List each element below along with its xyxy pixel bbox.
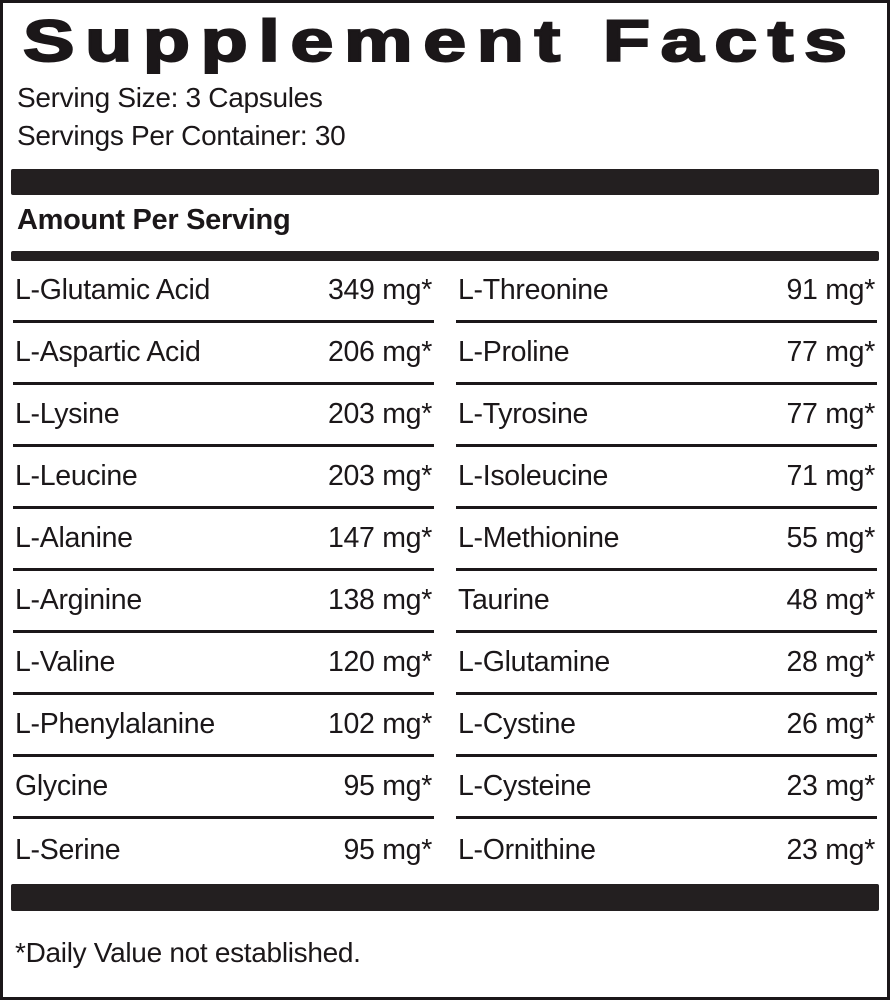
ingredient-amount: 77 mg* — [786, 398, 875, 430]
table-row — [456, 447, 877, 509]
ingredient-amount: 28 mg* — [786, 646, 875, 678]
ingredient-name: L-Isoleucine — [458, 460, 609, 492]
ingredient-amount: 23 mg* — [786, 833, 875, 866]
table-row — [13, 819, 434, 881]
serving-size-text: Serving Size: 3 Capsules — [17, 82, 323, 113]
ingredient-name: L-Ornithine — [458, 833, 596, 866]
ingredient-amount: 26 mg* — [786, 708, 875, 740]
ingredient-name: L-Cystine — [458, 708, 576, 740]
table-row — [13, 695, 434, 757]
table-row — [456, 633, 877, 695]
ingredient-name: Taurine — [458, 584, 550, 616]
ingredient-table — [11, 261, 879, 881]
ingredient-amount: 95 mg* — [343, 770, 432, 802]
ingredient-name: L-Serine — [15, 833, 121, 866]
table-row — [456, 819, 877, 881]
ingredient-amount: 91 mg* — [786, 274, 875, 306]
table-row — [456, 323, 877, 385]
servings-per-container-text: Servings Per Container: 30 — [17, 120, 346, 151]
amount-per-serving-heading: Amount Per Serving — [17, 204, 291, 236]
ingredient-name: L-Aspartic Acid — [15, 336, 201, 368]
ingredient-name: L-Leucine — [15, 460, 138, 492]
ingredient-amount: 55 mg* — [786, 522, 875, 554]
ingredient-column-right — [456, 261, 877, 881]
ingredient-name: L-Glutamic Acid — [15, 274, 211, 306]
ingredient-name: L-Tyrosine — [458, 398, 589, 430]
ingredient-amount: 349 mg* — [327, 274, 432, 306]
ingredient-name: L-Alanine — [15, 522, 133, 554]
table-row — [13, 571, 434, 633]
table-row — [456, 695, 877, 757]
ingredient-column-left — [13, 261, 434, 881]
table-row — [456, 757, 877, 819]
ingredient-amount: 203 mg* — [327, 460, 432, 492]
daily-value-footnote: *Daily Value not established. — [15, 937, 361, 968]
table-row — [456, 571, 877, 633]
panel-title: Supplement Facts — [23, 9, 858, 74]
ingredient-name: L-Arginine — [15, 584, 142, 616]
ingredient-name: L-Proline — [458, 336, 570, 368]
ingredient-amount: 48 mg* — [786, 584, 875, 616]
divider-bar-thick-top — [11, 169, 879, 195]
divider-bar-thick-bottom — [11, 884, 879, 911]
ingredient-name: L-Valine — [15, 646, 116, 678]
ingredient-amount: 102 mg* — [327, 708, 432, 740]
ingredient-name: Glycine — [15, 770, 108, 802]
table-row — [13, 633, 434, 695]
table-row — [13, 323, 434, 385]
ingredient-name: L-Lysine — [15, 398, 120, 430]
table-row — [13, 261, 434, 323]
ingredient-name: L-Threonine — [458, 274, 609, 306]
table-row — [456, 509, 877, 571]
ingredient-amount: 95 mg* — [343, 833, 432, 866]
ingredient-name: L-Phenylalanine — [15, 708, 215, 740]
divider-bar-thin — [11, 251, 879, 261]
ingredient-name: L-Glutamine — [458, 646, 610, 678]
table-row — [13, 509, 434, 571]
ingredient-amount: 120 mg* — [327, 646, 432, 678]
ingredient-amount: 138 mg* — [327, 584, 432, 616]
ingredient-amount: 206 mg* — [327, 336, 432, 368]
table-row — [13, 757, 434, 819]
ingredient-amount: 203 mg* — [327, 398, 432, 430]
table-row — [13, 385, 434, 447]
table-row — [13, 447, 434, 509]
ingredient-name: L-Methionine — [458, 522, 620, 554]
ingredient-name: L-Cysteine — [458, 770, 592, 802]
ingredient-amount: 23 mg* — [786, 770, 875, 802]
ingredient-amount: 71 mg* — [786, 460, 875, 492]
table-row — [456, 261, 877, 323]
ingredient-amount: 77 mg* — [786, 336, 875, 368]
table-row — [456, 385, 877, 447]
ingredient-amount: 147 mg* — [327, 522, 432, 554]
